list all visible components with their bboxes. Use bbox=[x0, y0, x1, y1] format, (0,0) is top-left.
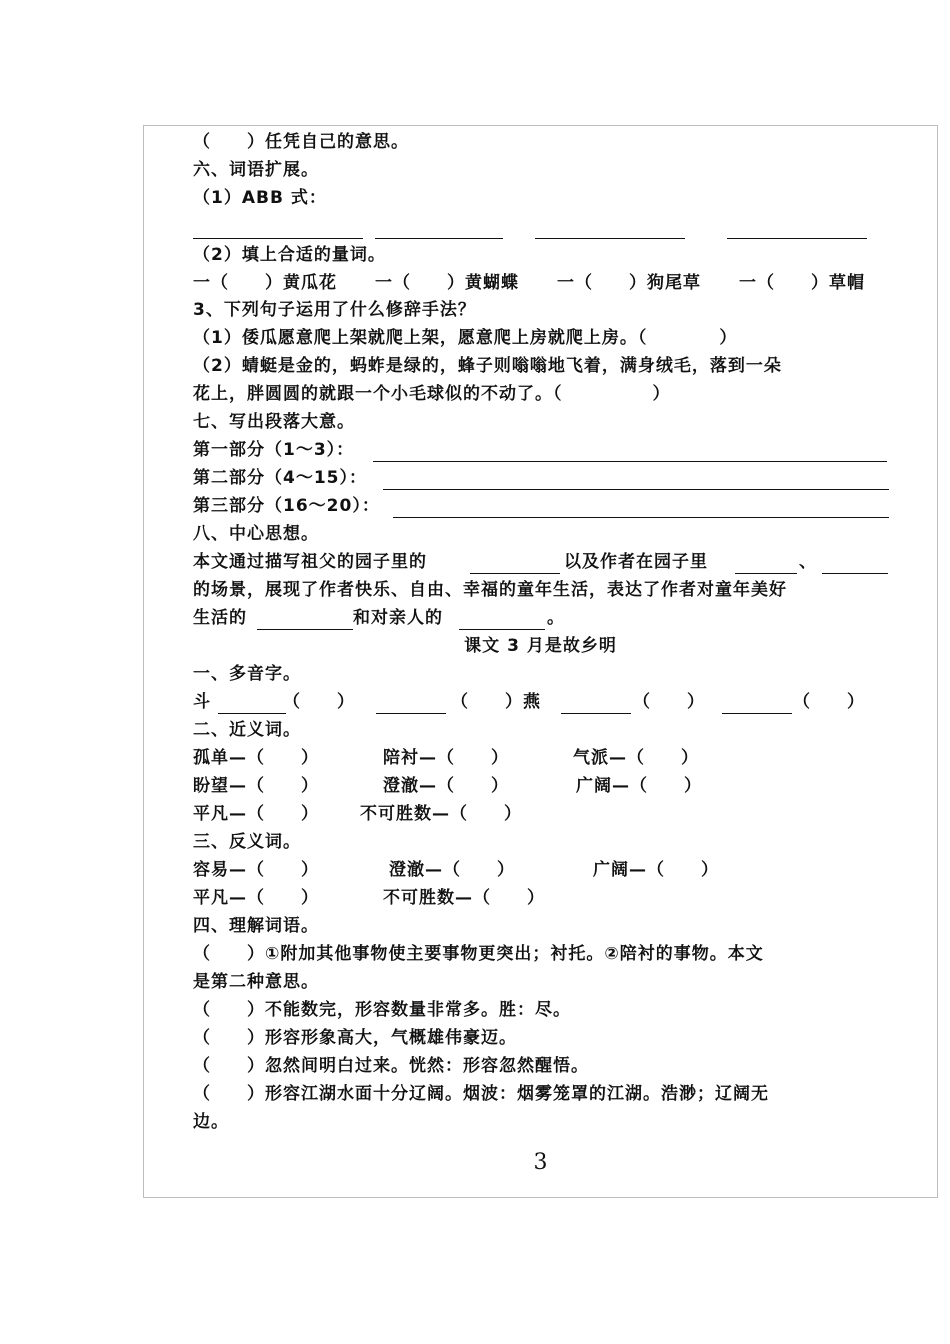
synonym-row bbox=[193, 745, 888, 771]
text-part: 斗 bbox=[193, 692, 211, 712]
text-line bbox=[193, 605, 593, 631]
section-heading: 七、写出段落大意。 bbox=[193, 412, 355, 432]
text-line: （1）倭瓜愿意爬上架就爬上架，愿意爬上房就爬上房。（ ） bbox=[193, 328, 738, 348]
text-line: （2）蜻蜓是金的，蚂蚱是绿的，蜂子则嗡嗡地飞着，满身绒毛，落到一朵 bbox=[193, 356, 782, 376]
section-heading: 八、中心思想。 bbox=[193, 524, 319, 544]
text-line: （ ）不能数完，形容数量非常多。胜：尽。 bbox=[193, 1000, 571, 1020]
measure-word-row bbox=[193, 270, 888, 296]
text-line: （1）ABB 式： bbox=[193, 188, 327, 208]
text-part: 平凡—（ ） bbox=[193, 888, 319, 908]
answer-blank[interactable] bbox=[376, 713, 446, 714]
antonym-row bbox=[193, 857, 888, 883]
answer-blank[interactable] bbox=[193, 238, 363, 239]
text-part: 澄澈—（ ） bbox=[389, 860, 515, 880]
text-line: （ ）①附加其他事物使主要事物更突出；衬托。②陪衬的事物。本文 bbox=[193, 944, 764, 964]
text-line: 是第二种意思。 bbox=[193, 972, 319, 992]
measure-item: 一（ ）黄瓜花 bbox=[193, 273, 337, 293]
answer-blank[interactable] bbox=[561, 713, 631, 714]
text-part: 不可胜数—（ ） bbox=[360, 804, 522, 824]
answer-blank[interactable] bbox=[535, 238, 685, 239]
synonym-row bbox=[193, 801, 888, 827]
text-part: （ ）燕 bbox=[451, 692, 541, 712]
text-part: 生活的 bbox=[193, 608, 247, 628]
page-number: 3 bbox=[533, 1150, 548, 1175]
section-heading: 三、反义词。 bbox=[193, 832, 301, 852]
measure-item: 一（ ）黄蝴蝶 bbox=[375, 273, 519, 293]
text-part: 陪衬—（ ） bbox=[383, 748, 509, 768]
measure-item: 一（ ）草帽 bbox=[739, 273, 865, 293]
answer-blank[interactable] bbox=[822, 573, 888, 574]
text-line: （ ）形容江湖水面十分辽阔。烟波：烟雾笼罩的江湖。浩渺；辽阔无 bbox=[193, 1084, 769, 1104]
text-line: 第二部分（4～15）： bbox=[193, 468, 367, 488]
text-part: 广阔—（ ） bbox=[593, 860, 719, 880]
text-part: 、 bbox=[799, 552, 817, 572]
text-part: 澄澈—（ ） bbox=[383, 776, 509, 796]
text-part: 和对亲人的 bbox=[353, 608, 443, 628]
antonym-row bbox=[193, 885, 888, 911]
lesson-title: 课文 3 月是故乡明 bbox=[464, 636, 617, 656]
section-heading: 二、近义词。 bbox=[193, 720, 301, 740]
text-line: 花上，胖圆圆的就跟一个小毛球似的不动了。（ ） bbox=[193, 384, 671, 404]
answer-blank[interactable] bbox=[459, 629, 545, 630]
section-heading: 3、下列句子运用了什么修辞手法？ bbox=[193, 300, 476, 320]
text-line: 的场景，展现了作者快乐、自由、幸福的童年生活，表达了作者对童年美好 bbox=[193, 580, 787, 600]
answer-blank[interactable] bbox=[383, 489, 889, 490]
answer-blank[interactable] bbox=[373, 461, 887, 462]
text-part: 以及作者在园子里 bbox=[564, 552, 708, 572]
text-line: （2）填上合适的量词。 bbox=[193, 245, 386, 265]
text-part: 本文通过描写祖父的园子里的 bbox=[193, 552, 427, 572]
section-heading: 四、理解词语。 bbox=[193, 916, 319, 936]
section-heading: 一、多音字。 bbox=[193, 664, 301, 684]
answer-blank[interactable] bbox=[375, 238, 503, 239]
text-part: 孤单—（ ） bbox=[193, 748, 319, 768]
text-part: 容易—（ ） bbox=[193, 860, 319, 880]
text-part: 不可胜数—（ ） bbox=[383, 888, 545, 908]
text-line bbox=[193, 549, 888, 575]
answer-blank[interactable] bbox=[470, 573, 560, 574]
text-part: （ ） bbox=[793, 692, 865, 712]
answer-blank[interactable] bbox=[393, 517, 889, 518]
text-part: 气派—（ ） bbox=[573, 748, 699, 768]
synonym-row bbox=[193, 773, 888, 799]
text-part: 。 bbox=[547, 608, 565, 628]
measure-item: 一（ ）狗尾草 bbox=[557, 273, 701, 293]
answer-blank[interactable] bbox=[735, 573, 797, 574]
text-line: （ ）忽然间明白过来。恍然：形容忽然醒悟。 bbox=[193, 1056, 589, 1076]
text-line: （ ）形容形象高大，气概雄伟豪迈。 bbox=[193, 1028, 517, 1048]
text-part: （ ） bbox=[633, 692, 705, 712]
text-line: 第三部分（16～20）： bbox=[193, 496, 380, 516]
polyphone-row bbox=[193, 689, 888, 715]
text-part: （ ） bbox=[283, 692, 355, 712]
text-line: 第一部分（1～3）： bbox=[193, 440, 355, 460]
answer-blank[interactable] bbox=[727, 238, 867, 239]
text-part: 广阔—（ ） bbox=[576, 776, 702, 796]
text-line: （ ）任凭自己的意思。 bbox=[193, 132, 409, 152]
section-heading: 六、词语扩展。 bbox=[193, 160, 319, 180]
text-part: 盼望—（ ） bbox=[193, 776, 319, 796]
answer-blank[interactable] bbox=[257, 629, 353, 630]
answer-blank[interactable] bbox=[218, 713, 286, 714]
text-part: 平凡—（ ） bbox=[193, 804, 319, 824]
answer-blank[interactable] bbox=[722, 713, 792, 714]
text-line: 边。 bbox=[193, 1112, 229, 1132]
